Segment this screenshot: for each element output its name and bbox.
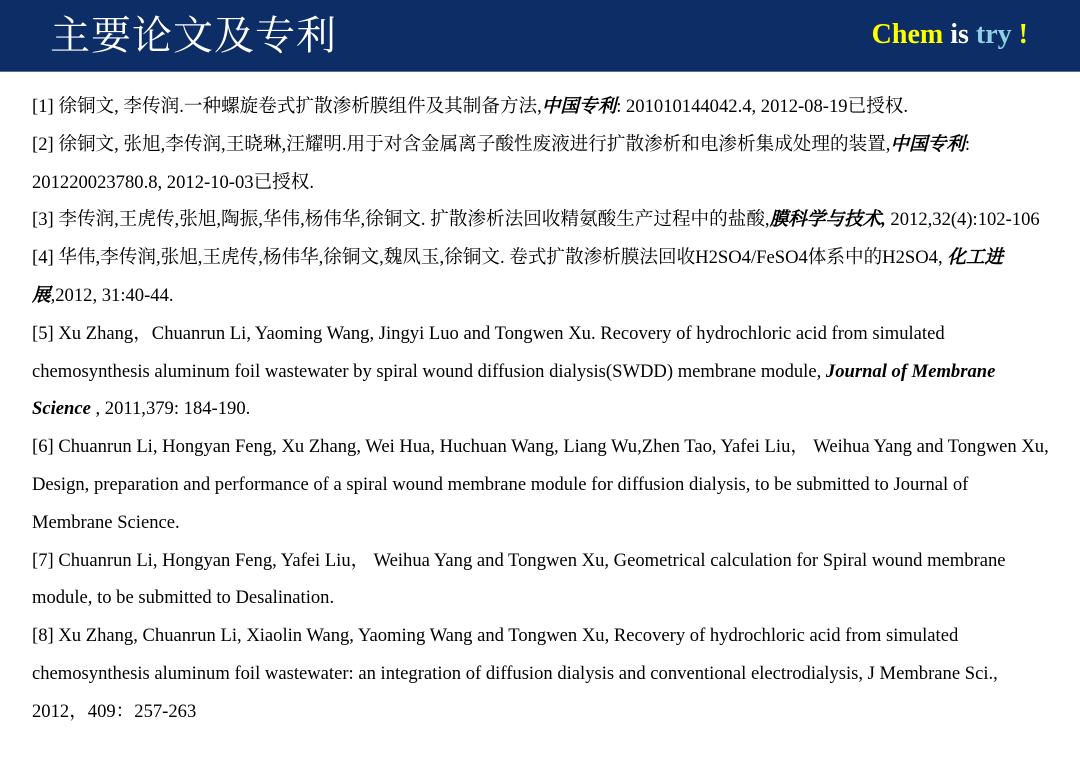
reference-list — [32, 88, 1052, 731]
reference-item-3 — [32, 201, 1052, 239]
reference-text: 徐铜文, 李传润.一种螺旋卷式扩散渗析膜组件及其制备方法, — [58, 96, 542, 117]
chem-is-try-logo — [872, 16, 1028, 54]
reference-venue: Journal of Membrane Science — [32, 360, 996, 420]
reference-item-1 — [32, 88, 1052, 126]
logo-exclaim-text: ! — [1018, 19, 1028, 50]
reference-number: [6] — [32, 436, 54, 458]
reference-text: 徐铜文, 张旭,李传润,王晓琳,汪耀明.用于对含金属离子酸性废液进行扩散渗析和电渗析集成处理的装置, — [58, 133, 891, 155]
slide-header — [0, 0, 1080, 72]
reference-number: [8] — [32, 625, 54, 647]
reference-text: 华伟,李传润,张旭,王虎传,杨伟华,徐铜文,魏凤玉,徐铜文. 卷式扩散渗析膜法回收H2SO4/FeSO4体系中的H2SO4, — [58, 247, 943, 269]
reference-item-6 — [32, 428, 1052, 541]
reference-number: [1] — [32, 96, 54, 117]
reference-details: : 201010144042.4, 2012-08-19已授权. — [616, 96, 908, 117]
logo-chem-text: Chem — [871, 19, 944, 50]
reference-venue: 中国专利 — [541, 96, 617, 117]
reference-text: Xu Zhang, Chuanrun Li, Xiaolin Wang, Yaoming Wang and Tongwen Xu, Recovery of hydrochloric acid from simulated chemosynthesis aluminum foil wastewater: an integration of diffusion dialysis and conventional electrodialysis, J Membrane Sci., 2012，409：257-263 — [32, 625, 998, 722]
reference-text: Chuanrun Li, Hongyan Feng, Yafei Liu， Weihua Yang and Tongwen Xu, Geometrical calculation for Spiral wound membrane module, to be submitted to Desalination. — [32, 549, 1006, 609]
reference-details: , 2011,379: 184-190. — [90, 398, 251, 420]
reference-venue: 化工进展 — [32, 247, 1004, 306]
reference-number: [7] — [32, 549, 54, 571]
reference-number: [5] — [32, 322, 54, 344]
reference-details: : 201220023780.8, 2012-10-03已授权. — [32, 133, 970, 193]
reference-details: ,2012, 31:40-44. — [50, 284, 174, 306]
reference-item-8 — [32, 617, 1052, 730]
logo-is-text: is — [950, 19, 969, 50]
reference-text: Chuanrun Li, Hongyan Feng, Xu Zhang, Wei Hua, Huchuan Wang, Liang Wu,Zhen Tao, Yafei Liu， Weihua Yang and Tongwen Xu, Design, preparation and performance of a spiral wound membrane module for diffusion dialysis, to be submitted to Journal of Membrane Science. — [32, 436, 1049, 533]
reference-item-7 — [32, 542, 1052, 618]
reference-item-5 — [32, 315, 1052, 428]
reference-item-4 — [32, 239, 1052, 315]
reference-venue: 中国专利 — [890, 133, 965, 155]
logo-try-text: try — [975, 19, 1012, 50]
reference-text: 李传润,王虎传,张旭,陶振,华伟,杨伟华,徐铜文. 扩散渗析法回收精氨酸生产过程中的盐酸, — [58, 209, 770, 231]
reference-details: 2012,32(4):102-106 — [885, 209, 1040, 231]
reference-number: [3] — [32, 209, 54, 231]
reference-item-2 — [32, 126, 1052, 202]
reference-number: [2] — [32, 133, 54, 155]
reference-venue: 膜科学与技术, — [769, 209, 886, 231]
reference-number: [4] — [32, 247, 54, 269]
reference-text: Xu Zhang，Chuanrun Li, Yaoming Wang, Jingyi Luo and Tongwen Xu. Recovery of hydrochloric acid from simulated chemosynthesis aluminum foil wastewater by spiral wound diffusion dialysis(SWDD) membrane module, — [32, 322, 945, 382]
slide-title: 主要论文及专利 — [50, 13, 337, 59]
